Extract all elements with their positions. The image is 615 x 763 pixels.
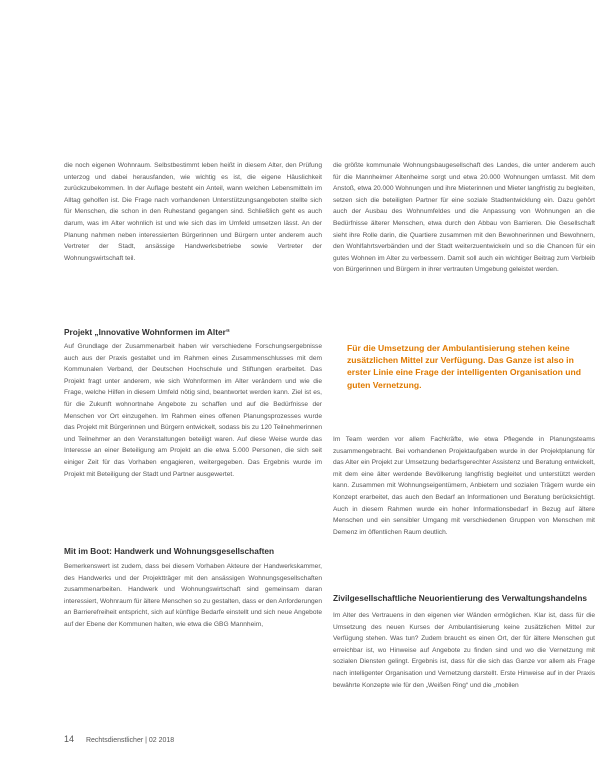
right-paragraph-2: Im Team werden vor allem Fachkräfte, wie etwa Pflegende in Planungsteams zusammengebracht. Bei vorhandenen Projektaufgaben wurde in der Projektplanung für das Alter ein Projekt zur Umsetzung bedarfsgerechter Assistenz und Beratung entwickelt, mit dem eine älter werdende Bevölkerung langfristig begleitet und unterstützt werden kann. Zusammen mit Wohnungseigentümern, Anbietern und sozialen Trägern wurde ein Konzept erarbeitet, das auch den Bedarf an Informationen und Beratung berücksichtigt. Auch in diesem Rahmen wurde ein hoher Informationsbedarf in Bezug auf ältere Menschen und ein sensibler Umgang mit verschiedenen Gruppen von Menschen mit Demenz im öffentlichen Raum deutlich. (333, 436, 595, 536)
right-paragraph-1: die größte kommunale Wohnungsbaugesellschaft des Landes, die unter anderem auch für die Mannheimer Altenheime sorgt und etwa 20.000 Wohnungen umfasst. Mit dem Anstoß, etwa 20.000 Wohnungen und ihre Mieterinnen und Mieter langfristig zu begleiten, setzen sich die beteiligten Partner für eine soziale Stadtentwicklung ein. Dazu gehört auch der Ausbau des Wohnumfeldes und die Anpassung von Wohnungen an die Bedürfnisse älterer Menschen, etwa durch den Abbau von Barrieren. Die Gesellschaft sieht ihre Rolle darin, die Quartiere zusammen mit den Bewohnerinnen und Bewohnern, den Wohlfahrtsverbänden und der Stadt weiterzuentwickeln und so die Chancen für ein gutes Wohnen im Alter zu verbessern. Damit soll auch ein wichtiger Beitrag zum Verbleib von Bürgerinnen und Bürgern in ihrer vertrauten Umgebung geleistet werden. (333, 162, 595, 274)
left-paragraph-3: Bemerkenswert ist zudem, dass bei diesem Vorhaben Akteure der Handwerkskammer, des Handwerks und der Projektträger mit den ansässigen Wohnungsgesellschaften zusammenarbeiten. Handwerk und Wohnungswirtschaft sind gemeinsam daran interessiert, Wohnraum für ältere Menschen so zu gestalten, dass er den Anforderungen an Barrierefreiheit entspricht, sich auf künftige Bedarfe einstellt und sich neue Angebote auf der Ebene der Kommunen halten, wie etwa die GBG Mannheim, (64, 563, 322, 628)
footer-publication: Rechtsdienstlicher | 02 2018 (85, 737, 175, 744)
left-paragraph-1: die noch eigenen Wohnraum. Selbstbestimmt leben heißt in diesem Alter, den Prüfung unterzog und dabei herausfanden, wie wichtig es ist, die eigene Häuslichkeit zurückzubekommen. In der Auflage besteht ein Anteil, wann welchen Lebensmitteln im Alltag geholfen ist. Die Frage nach vorhandenen Unterstützungsangeboten stellte sich für Menschen, die schon in den Ruhestand gegangen sind. Schließlich geht es auch darum, was im Alter wohnlich ist und wie sich das im Umfeld umsetzen lässt. An der Planung nahmen neben interessierten Bürgerinnen und Bürgern unter anderem auch Vertreter der Stadt, ansässige Handwerksbetriebe sowie Vertreter der Wohnungswirtschaft teil. (64, 162, 322, 262)
section-heading-zivilgesellschaft: Zivilgesellschaftliche Neuorientierung des Verwaltungshandelns (333, 593, 588, 603)
right-paragraph-3: Im Alter des Vertrauens in den eigenen vier Wänden ermöglichen. Klar ist, dass für die Umsetzung des neuen Kurses der Ambulantisierung keine zusätzlichen Mittel zur Verfügung stehen. Was tun? Zudem braucht es einen Ort, der für ältere Menschen gut erreichbar ist, wo Hinweise auf Angebote zu finden sind und wo die Vernetzung mit sozialen Diensten gelingt. Ergebnis ist, dass für die sich das Ganze vor allem als Frage nach intelligenter Organisation und Vernetzung darstellt. Erste Hinweise auf in der Praxis bewährte Konzepte wie für den „Weißen Ring“ und die „mobilen (333, 612, 595, 689)
pull-quote: Für die Umsetzung der Ambulantisierung stehen keine zusätzlichen Mittel zur Verfügung. Das Ganze ist also in erster Linie eine Frage der intelligenten Organisation und guten Vernetzung. (347, 343, 581, 390)
section-heading-innovative-wohnformen: Projekt „Innovative Wohnformen im Alter“ (64, 327, 230, 337)
section-heading-handwerk: Mit im Boot: Handwerk und Wohnungsgesellschaften (64, 546, 275, 556)
left-column (64, 160, 322, 631)
page-footer (64, 734, 174, 744)
right-column (333, 160, 595, 691)
page-number: 14 (64, 734, 75, 744)
left-paragraph-2: Auf Grundlage der Zusammenarbeit haben wir verschiedene Forschungsergebnisse auch aus der Praxis gestaltet und im Rahmen eines Zusammenschlusses mit dem Kommunalen Verband, der Deutschen Hochschule und Stiftungen erarbeitet. Das Projekt fragt unter anderem, wie sich Wohnformen im Alter verändern und wie die Frage, welche Hilfen in diesem Umfeld nötig sind, beantwortet werden kann. Ziel ist es, für die Zukunft wohnortnahe Angebote zu schaffen und auf die Bedürfnisse der Menschen vor Ort einzugehen. Im Rahmen eines offenen Planungsprozesses wurde das Projekt mit Bürgerinnen und Bürgern entwickelt, sodass bis zu 120 Teilnehmerinnen und Teilnehmer an den Veranstaltungen beteiligt waren. Auf diese Weise wurde das Interesse an einer Beteiligung am Projekt an die etwa 5.000 Personen, die sich seit einiger Zeit für das Vorhaben engagieren, weitergegeben. Das Ergebnis wurde im Projekt mit Beteiligung der Stadt und Partner ausgewertet. (64, 343, 322, 478)
